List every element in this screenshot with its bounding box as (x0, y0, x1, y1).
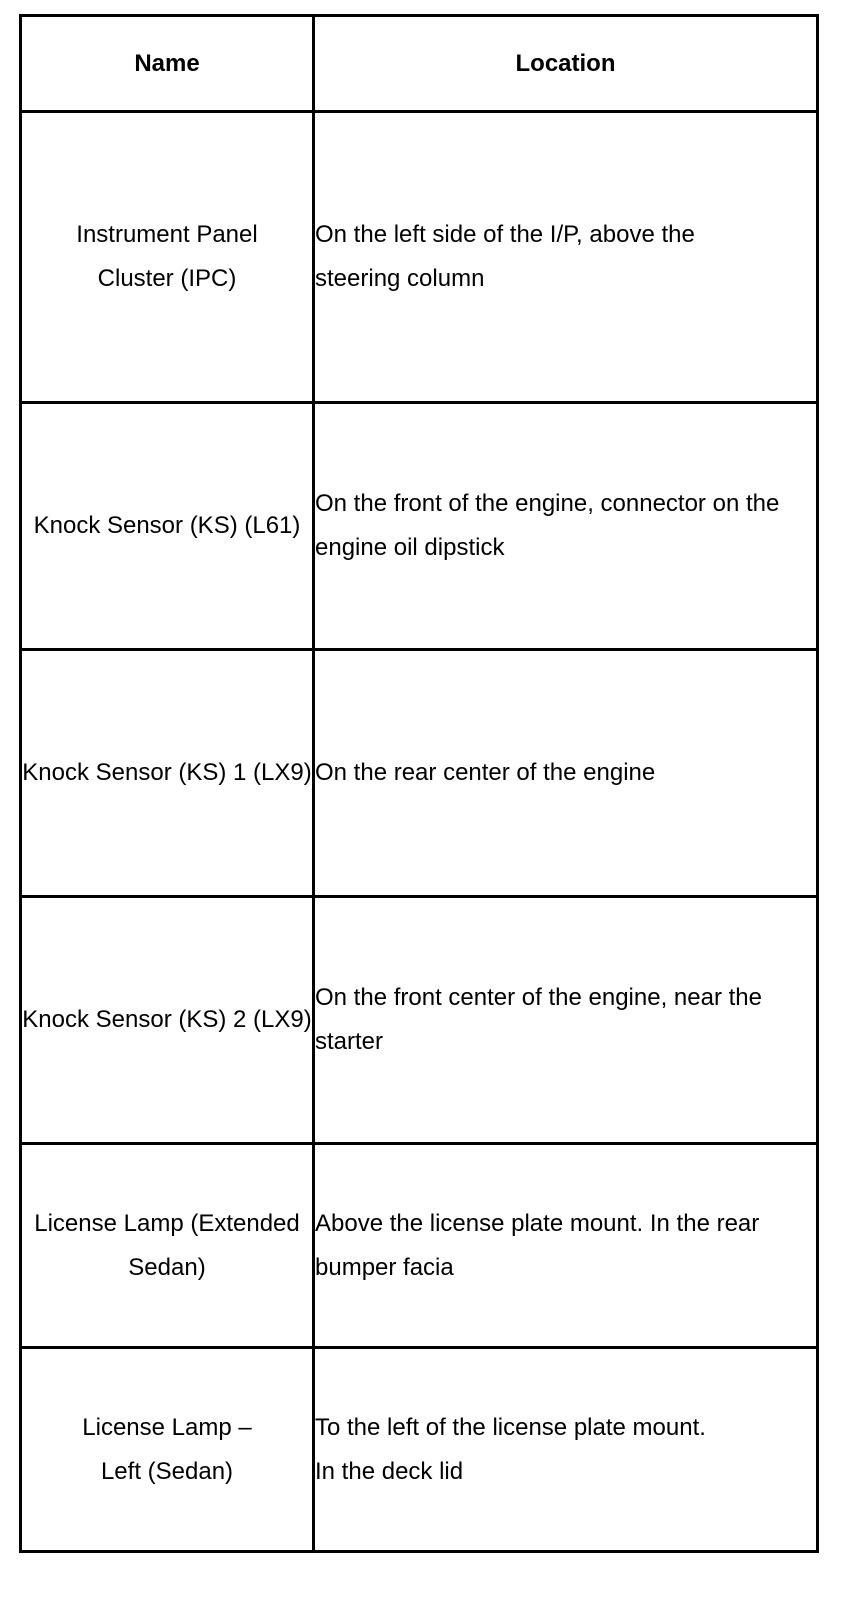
component-location-cell (314, 1144, 818, 1348)
component-name: License Lamp (Extended Sedan) (34, 1209, 300, 1281)
table-row (21, 1144, 818, 1348)
component-name-cell (21, 650, 314, 897)
component-name: Instrument Panel Cluster (IPC) (76, 221, 258, 292)
component-location: Above the license plate mount. In the rear bumper facia (315, 1209, 760, 1281)
component-location-cell (314, 897, 818, 1144)
component-name-cell (21, 403, 314, 650)
table-row (21, 112, 818, 403)
name-column-header: Name (21, 16, 314, 112)
component-location-cell (314, 1348, 818, 1552)
component-name-cell (21, 1348, 314, 1552)
component-location: To the left of the license plate mount. In the deck lid (315, 1413, 706, 1485)
component-name: License Lamp – Left (Sedan) (82, 1413, 252, 1485)
component-name: Knock Sensor (KS) 2 (LX9) (22, 1006, 312, 1033)
table-row (21, 403, 818, 650)
table-row (21, 1348, 818, 1552)
component-location: On the left side of the I/P, above the steering column (315, 221, 695, 292)
component-location-table (19, 14, 819, 1553)
component-location-cell (314, 403, 818, 650)
component-name-cell (21, 1144, 314, 1348)
component-name: Knock Sensor (KS) (L61) (33, 512, 301, 539)
component-name-cell (21, 112, 314, 403)
location-column-header: Location (314, 16, 818, 112)
component-name: Knock Sensor (KS) 1 (LX9) (22, 759, 312, 786)
component-location: On the front center of the engine, near the starter (315, 984, 762, 1055)
component-name-cell (21, 897, 314, 1144)
table-row (21, 897, 818, 1144)
table-header-row (21, 16, 818, 112)
component-location-cell (314, 112, 818, 403)
table-row (21, 650, 818, 897)
component-location: On the front of the engine, connector on the engine oil dipstick (315, 490, 780, 561)
component-location: On the rear center of the engine (315, 759, 656, 786)
component-location-cell (314, 650, 818, 897)
